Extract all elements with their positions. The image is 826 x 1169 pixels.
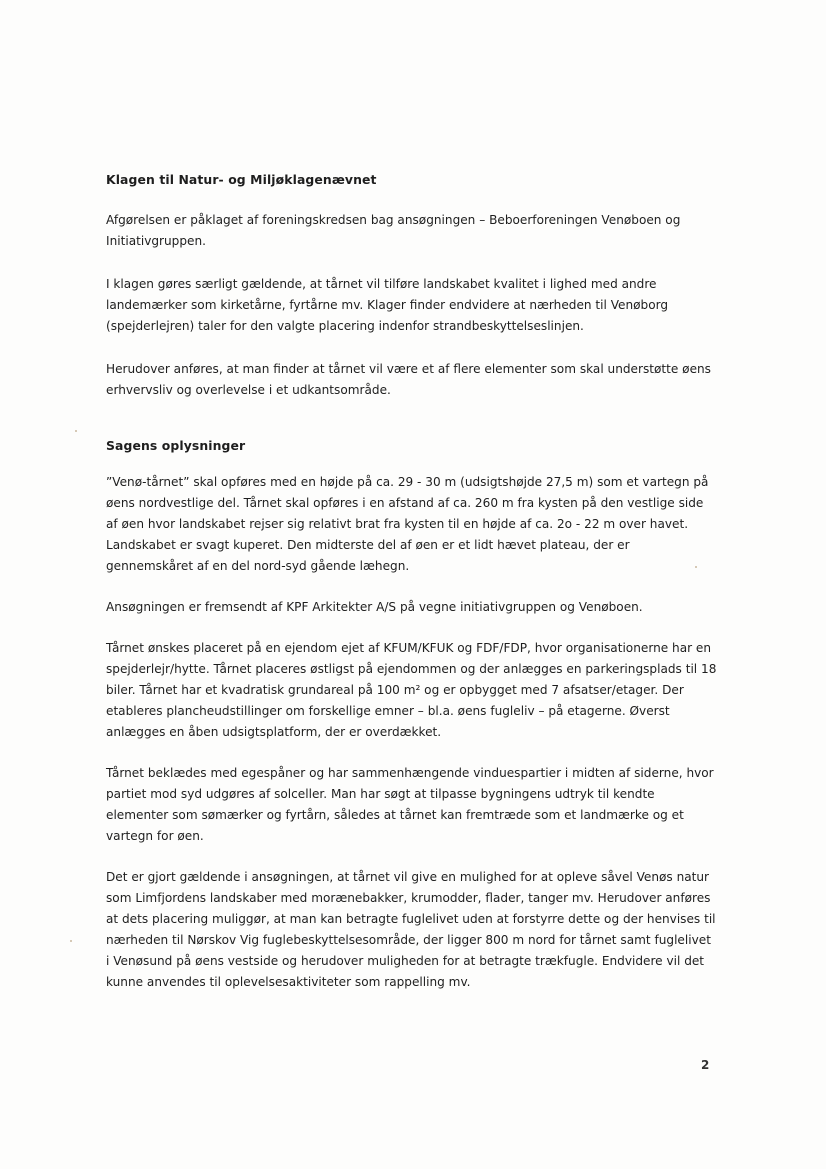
paragraph: I klagen gøres særligt gældende, at tårnet vil tilføre landskabet kvalitet i lighed med andre landemærker som kirketårne, fyrtårne mv. Klager finder endvidere at nærheden til Venøborg (spejderlejren) taler for den valgte placering indenfor strandbeskyttelseslinjen. bbox=[106, 277, 669, 333]
scan-speck bbox=[75, 430, 77, 432]
page-content bbox=[106, 170, 718, 993]
section-heading-complaint: Klagen til Natur- og Miljøklagenævnet bbox=[106, 172, 377, 187]
section-heading-case-information: Sagens oplysninger bbox=[106, 438, 246, 453]
page-number: 2 bbox=[701, 1058, 710, 1072]
paragraph: Det er gjort gældende i ansøgningen, at tårnet vil give en mulighed for at opleve såvel Venøs natur som Limfjordens landskaber med morænebakker, krumodder, flader, tanger mv. Herudover anføres at dets placering muliggør, at man kan betragte fuglelivet uden at forstyrre dette og der henvises til nærheden til Nørskov Vig fuglebeskyttelsesområde, der ligger 800 m nord for tårnet samt fuglelivet i Venøsund på øens vestside og herudover muligheden for at betragte trækfugle. Endvidere vil det kunne anvendes til oplevelsesaktiviteter som rappelling mv. bbox=[106, 870, 716, 989]
paragraph: Tårnet ønskes placeret på en ejendom ejet af KFUM/KFUK og FDF/FDP, hvor organisationerne har en spejderlejr/hytte. Tårnet placeres østligst på ejendommen og der anlægges en parkeringsplads til 18 biler. Tårnet har et kvadratisk grundareal på 100 m² og er opbygget med 7 afsatser/etager. Der etableres plancheudstillinger om forskellige emner – bl.a. øens fugleliv – på etagerne. Øverst anlægges en åben udsigtsplatform, der er overdækket. bbox=[106, 641, 717, 739]
scan-speck bbox=[70, 940, 72, 942]
paragraph: Ansøgningen er fremsendt af KPF Arkitekter A/S på vegne initiativgruppen og Venøboen. bbox=[106, 600, 643, 614]
paragraph: ”Venø-tårnet” skal opføres med en højde på ca. 29 - 30 m (udsigtshøjde 27,5 m) som et vartegn på øens nordvestlige del. Tårnet skal opføres i en afstand af ca. 260 m fra kysten på den vestlige side af øen hvor landskabet rejser sig relativt brat fra kysten til en højde af ca. 2o - 22 m over havet. Landskabet er svagt kuperet. Den midterste del af øen er et lidt hævet plateau, der er gennemskåret af en del nord-syd gående læhegn. bbox=[106, 475, 709, 573]
paragraph: Tårnet beklædes med egespåner og har sammenhængende vinduespartier i midten af siderne, hvor partiet mod syd udgøres af solceller. Man har søgt at tilpasse bygningens udtryk til kendte elementer som sømærker og fyrtårn, således at tårnet kan fremtræde som et landmærke og et vartegn for øen. bbox=[106, 766, 714, 843]
paragraph: Afgørelsen er påklaget af foreningskredsen bag ansøgningen – Beboerforeningen Venøboen og Initiativgruppen. bbox=[106, 213, 681, 248]
paragraph: Herudover anføres, at man finder at tårnet vil være et af flere elementer som skal understøtte øens erhvervsliv og overlevelse i et udkantsområde. bbox=[106, 362, 711, 397]
scan-speck bbox=[695, 566, 697, 568]
